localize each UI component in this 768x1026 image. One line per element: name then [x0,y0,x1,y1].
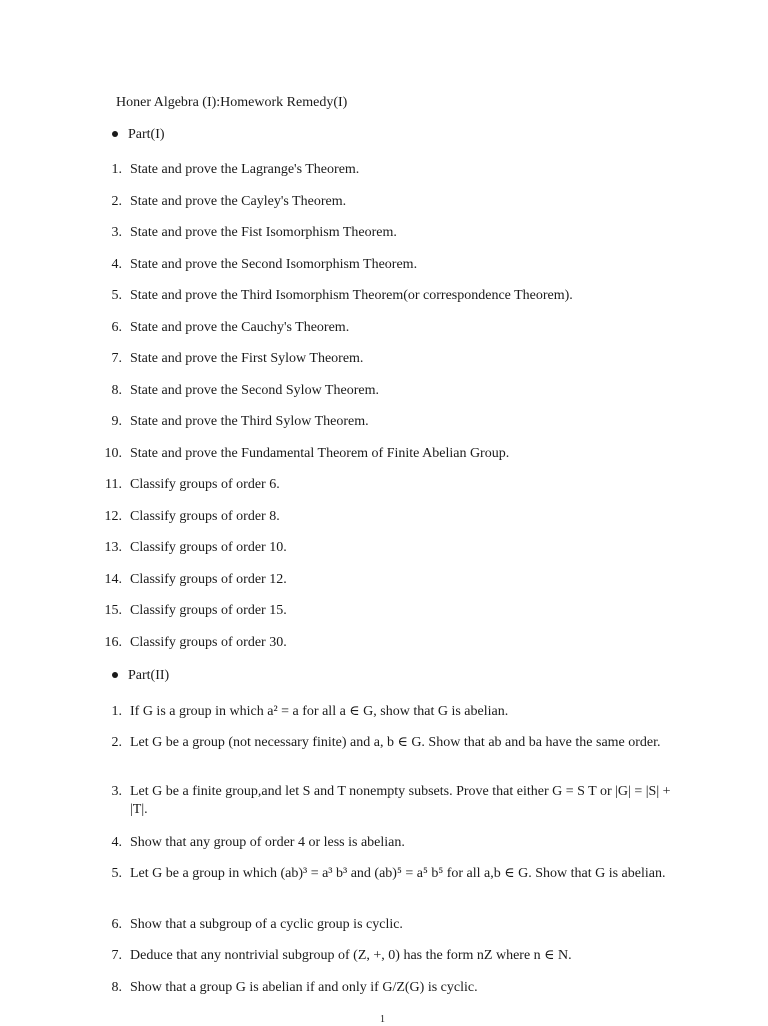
item-number: 12. [104,508,122,524]
item-text: Let G be a group in which (ab)³ = a³ b³ and (ab)⁵ = a⁵ b⁵ for all a,b ∈ G. Show that G is abelian. [130,866,666,881]
list-item [0,445,768,463]
item-text: Let G be a group (not necessary finite) and a, b ∈ G. Show that ab and ba have the same order. [130,735,661,750]
item-number: 16. [104,634,122,650]
item-text: Classify groups of order 12. [130,571,287,587]
list-item [0,287,768,305]
item-text: If G is a group in which a² = a for all a ∈ G, show that G is abelian. [130,704,509,719]
item-text: State and prove the Third Isomorphism Theorem(or correspondence Theorem). [130,288,573,303]
list-item [0,193,768,211]
item-text: State and prove the Third Sylow Theorem. [130,414,369,429]
item-number: 1. [111,704,122,719]
list-item [0,865,768,883]
item-text: Classify groups of order 15. [130,603,287,618]
item-number: 6. [111,319,122,335]
item-number: 11. [105,477,122,492]
item-text: State and prove the Cauchy's Theorem. [130,319,350,335]
part1-heading [112,126,165,144]
item-number: 9. [111,414,122,429]
item-text: State and prove the Fist Isomorphism Theorem. [130,225,397,240]
list-item [0,602,768,620]
list-item [0,783,768,819]
bullet-icon [112,672,118,678]
item-text: Show that a group G is abelian if and only if G/Z(G) is cyclic. [130,980,478,995]
list-item [0,979,768,997]
item-number: 7. [111,948,122,963]
item-number: 14. [104,571,122,587]
item-number: 8. [111,382,122,398]
item-number: 5. [111,866,122,881]
item-number: 2. [111,193,122,209]
item-text: State and prove the First Sylow Theorem. [130,351,364,366]
list-item [0,916,768,934]
item-number: 4. [111,256,122,272]
list-item [0,476,768,494]
document-title: Honer Algebra (I):Homework Remedy(I) [116,95,348,110]
item-number: 5. [111,288,122,303]
item-text: Classify groups of order 10. [130,540,287,555]
item-number: 7. [111,351,122,366]
list-item [0,256,768,274]
list-item [0,571,768,589]
part2-heading-text: Part(II) [128,668,170,683]
part2-heading [112,667,169,685]
list-item [0,224,768,242]
item-number: 3. [111,225,122,240]
item-text: Deduce that any nontrivial subgroup of (Z, +, 0) has the form nZ where n ∈ N. [130,948,572,963]
item-text: Show that any group of order 4 or less is abelian. [130,835,405,850]
item-text: State and prove the Second Sylow Theorem. [130,382,379,398]
item-number: 6. [111,917,122,932]
list-item [0,508,768,526]
item-text: Classify groups of order 30. [130,634,287,650]
item-text: Classify groups of order 6. [130,477,280,492]
list-item [0,703,768,721]
item-text: Classify groups of order 8. [130,508,280,524]
bullet-icon [112,131,118,137]
list-item [0,947,768,965]
part1-heading-text: Part(I) [128,127,165,142]
item-number: 13. [104,540,122,555]
list-item [0,834,768,852]
item-number: 2. [111,735,122,750]
list-item [0,382,768,400]
item-text: Show that a subgroup of a cyclic group is cyclic. [130,917,403,932]
page-number: 1 [380,1014,385,1025]
item-text: State and prove the Fundamental Theorem of Finite Abelian Group. [130,445,510,461]
item-number: 4. [111,835,122,850]
item-number: 1. [111,162,122,177]
list-item [0,161,768,179]
list-item [0,734,768,752]
list-item [0,634,768,652]
list-item [0,539,768,557]
item-number: 8. [111,980,122,995]
item-text: Let G be a finite group,and let S and T nonempty subsets. Prove that either G = S T or |G| = |S| + |T|. [130,784,671,817]
list-item [0,413,768,431]
item-text: State and prove the Second Isomorphism Theorem. [130,256,418,272]
item-number: 3. [111,784,122,799]
item-number: 10. [104,445,122,461]
list-item [0,350,768,368]
item-number: 15. [104,603,122,618]
item-text: State and prove the Lagrange's Theorem. [130,162,360,177]
item-text: State and prove the Cayley's Theorem. [130,193,347,209]
list-item [0,319,768,337]
